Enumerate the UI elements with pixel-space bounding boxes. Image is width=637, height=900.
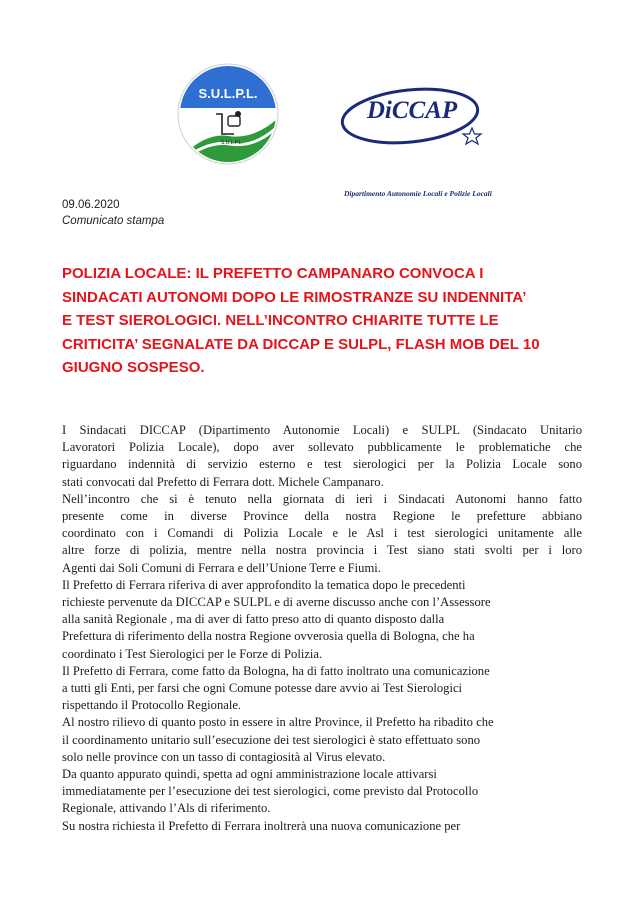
headline-line: GIUGNO SOSPESO. (62, 359, 205, 376)
body-line: rispettando il Protocollo Regionale. (62, 698, 242, 713)
diccap-subtitle: Dipartimento Autonomie Locali e Polizie Locali (344, 189, 492, 198)
body-line: stati convocati dal Prefetto di Ferrara dott. Michele Campanaro. (62, 474, 384, 489)
body-line: Nell’incontro che si è tenuto nella giornata di ieri i Sindacati Autonomi hanno fatto (62, 491, 582, 506)
body-line: Agenti dai Soli Comuni di Ferrara e dell’Unione Terre e Fiumi. (62, 560, 381, 575)
body-line: il coordinamento unitario sull’esecuzione dei test sierologici è stato effettuato sono (62, 732, 481, 747)
sulpl-logo (176, 62, 280, 166)
body-text (62, 422, 582, 835)
body-line: Da quanto appurato quindi, spetta ad ogni amministrazione locale attivarsi (62, 767, 437, 782)
body-line: Su nostra richiesta il Prefetto di Ferrara inoltrerà una nuova comunicazione per (62, 818, 461, 833)
body-line: Lavoratori Polizia Locale), dopo aver sollevato pubblicamente le problematiche che (62, 440, 582, 455)
document-date: 09.06.2020 (62, 199, 120, 211)
body-line: presente come in diverse Province della nostra Regione le prefetture abbiano (62, 509, 582, 524)
headline-line: POLIZIA LOCALE: IL PREFETTO CAMPANARO CONVOCA I (62, 265, 484, 282)
body-line: solo nelle province con un tasso di contagiosità al Virus elevato. (62, 749, 386, 764)
star-icon (463, 128, 481, 144)
headline-line: SINDACATI AUTONOMI DOPO LE RIMOSTRANZE SU INDENNITA’ (62, 288, 527, 306)
body-line: altre forze di polizia, mentre nella nostra provincia i Test siano stati svolti per i loro (62, 543, 582, 558)
body-line: alla sanità Regionale , ma di aver di fatto preso atto di quanto disposto dalla (62, 612, 445, 627)
body-line: Il Prefetto di Ferrara, come fatto da Bologna, ha di fatto inoltrato una comunicazione (62, 663, 490, 678)
body-line: coordinato i Test Sierologici per le Forze di Polizia. (62, 646, 323, 661)
headline (62, 262, 582, 380)
document-type: Comunicato stampa (62, 215, 165, 227)
headline-line: E TEST SIEROLOGICI. NELL’INCONTRO CHIARITE TUTTE LE (62, 312, 499, 329)
header-logos (0, 62, 637, 198)
body-line: coordinato con i Comandi di Polizia Locale e le Asl i test sierologici unitamente alle (62, 526, 582, 541)
body-line: Prefettura di riferimento della nostra Regione ovverosia quella di Bologna, che ha (62, 629, 475, 644)
sulpl-logo-text: S.U.L.P.L. (198, 86, 258, 101)
body-line: riguardano indennità di servizio esterno e test sierologici per la Polizia Locale sono (62, 457, 582, 472)
body-line: Al nostro rilievo di quanto posto in essere in altre Province, il Prefetto ha ribadito che (62, 715, 494, 730)
body-line: I Sindacati DICCAP (Dipartimento Autonomie Locali) e SULPL (Sindacato Unitario (62, 423, 582, 437)
body-line: Regionale, attivando l’Als di riferimento. (62, 801, 271, 816)
body-line: richieste pervenute da DICCAP e SULPL e di averne discusso anche con l’Assessore (62, 595, 491, 610)
headline-line: CRITICITA’ SEGNALATE DA DICCAP E SULPL, FLASH MOB DEL 10 (62, 335, 540, 353)
body-line: immediatamente per l’esecuzione dei test sierologici, come previsto dal Protocollo (62, 784, 479, 799)
body-line: Il Prefetto di Ferrara riferiva di aver approfondito la tematica dopo le precedenti (62, 577, 466, 592)
sulpl-logo-small-text: S.U.L.P.L. (220, 140, 244, 146)
body-line: a tutti gli Enti, per farsi che ogni Comune potesse dare avvio ai Test Sierologici (62, 681, 463, 696)
diccap-logo-text: DiCCAP (366, 97, 458, 124)
diccap-logo (336, 74, 494, 164)
